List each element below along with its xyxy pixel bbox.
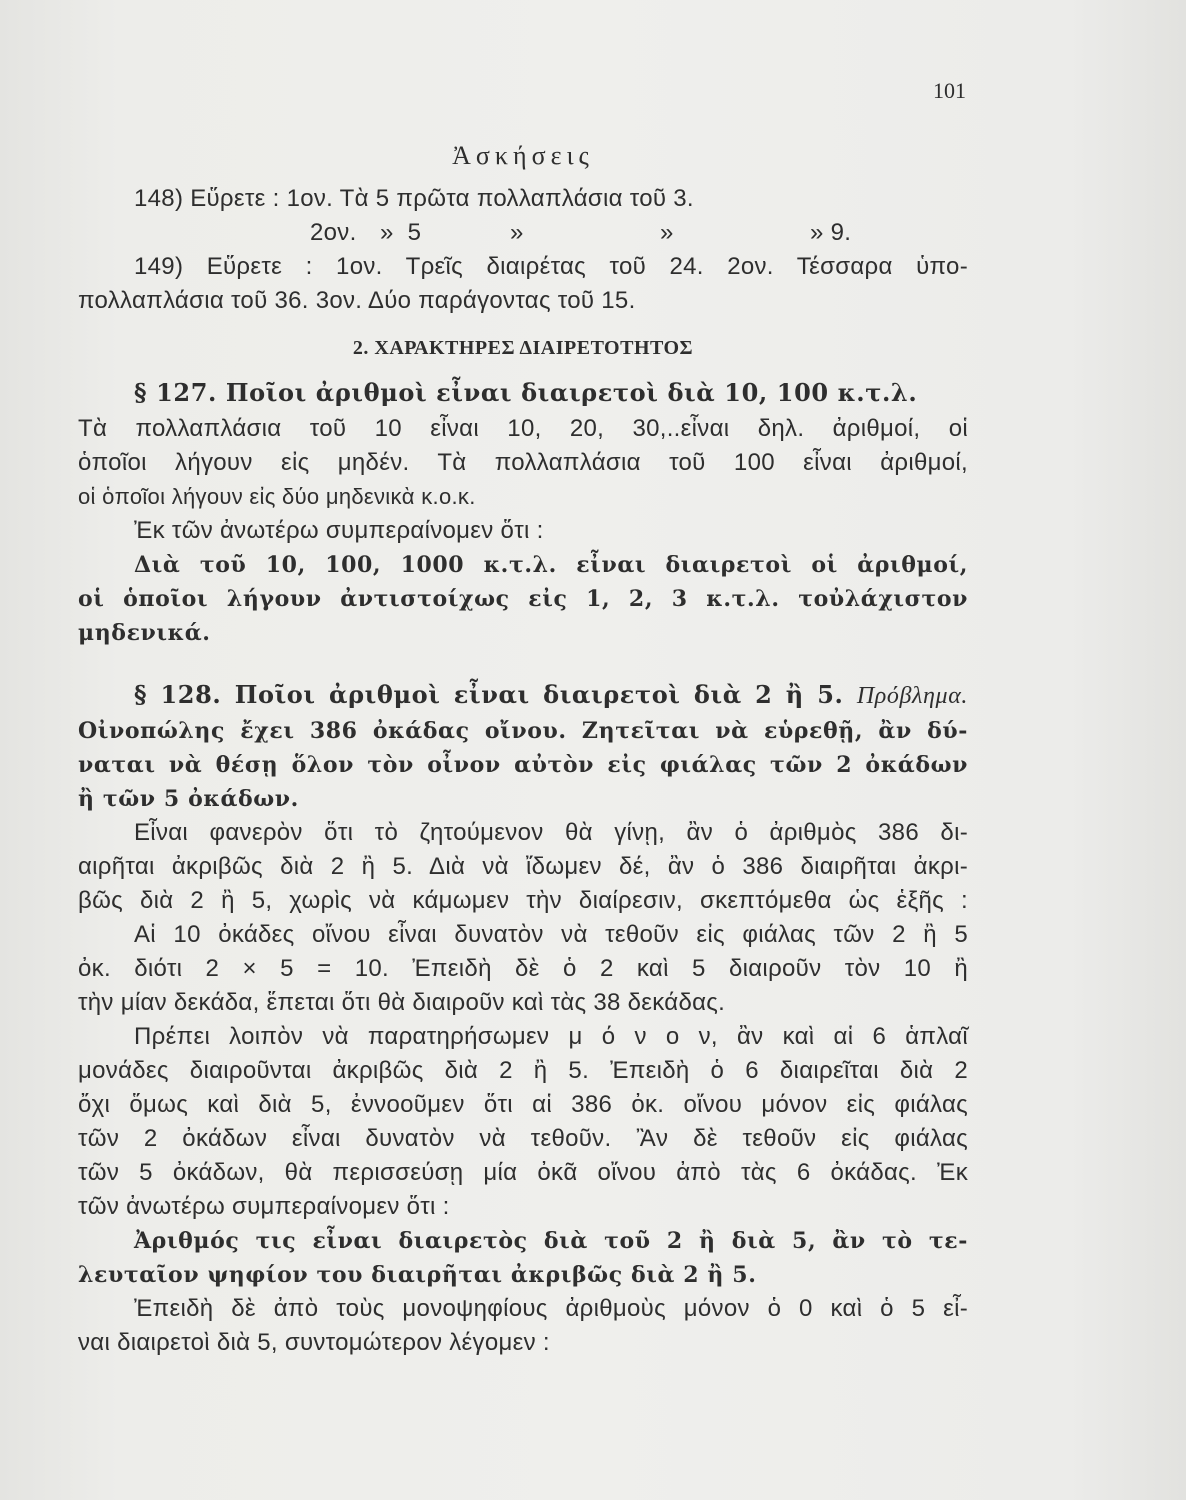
paragraph-128-heading: § 128. Ποῖοι ἀριθμοὶ εἶναι διαιρετοὶ διὰ 2 ἢ 5. Πρόβλημα. (134, 680, 968, 709)
p128-body3-line-3: ὄχι ὅμως καὶ διὰ 5, ἐννοοῦμεν ὅτι αἱ 386 ὀκ. οἴνου μόνον εἰς φιάλας (78, 1091, 968, 1118)
p128-body3-line-2: μονάδες διαιροῦνται ἀκριβῶς διὰ 2 ἢ 5. Ἐπειδὴ ὁ 6 διαιρεῖται διὰ 2 (78, 1057, 968, 1084)
p128-body1-line-2: αιρῆται ἀκριβῶς διὰ 2 ἢ 5. Διὰ νὰ ἴδωμεν δέ, ἂν ὁ 386 διαιρῆται ἀκρι- (78, 853, 968, 880)
ex148-ditto-1: » 5 (380, 219, 422, 246)
p128-body4-line-2: ναι διαιρετοὶ διὰ 5, συντομώτερον λέγομεν : (78, 1329, 550, 1356)
problem-label: Πρόβλημα. (856, 683, 968, 709)
paragraph-127-heading: § 127. Ποῖοι ἀριθμοὶ εἶναι διαιρετοὶ διὰ 10, 100 κ.τ.λ. (134, 378, 918, 407)
ex148-ditto-4: » 9. (810, 219, 852, 246)
p127-line-1: Τὰ πολλαπλάσια τοῦ 10 εἶναι 10, 20, 30,..εἶναι δηλ. ἀριθμοί, οἱ (78, 415, 968, 442)
exercise-149-line-2: πολλαπλάσια τοῦ 36. 3ον. Δύο παράγοντας τοῦ 15. (78, 287, 636, 314)
p128-body2-line-3: τὴν μίαν δεκάδα, ἕπεται ὅτι θὰ διαιροῦν καὶ τὰς 38 δεκάδας. (78, 989, 726, 1016)
p128-problem-line-3: ἢ τῶν 5 ὀκάδων. (78, 786, 299, 812)
exercise-148-line-2 (78, 216, 968, 250)
page-text (78, 130, 968, 1360)
p127-rule-line-3: μηδενικά. (78, 620, 211, 646)
p127-conclusion: Ἐκ τῶν ἀνωτέρω συμπεραίνομεν ὅτι : (134, 517, 544, 544)
p128-problem-line-1: Οἰνοπώλης ἔχει 386 ὀκάδας οἴνου. Ζητεῖται νὰ εὑρεθῇ, ἂν δύ- (78, 718, 968, 744)
p127-rule-line-1: Διὰ τοῦ 10, 100, 1000 κ.τ.λ. εἶναι διαιρετοὶ οἱ ἀριθμοί, (134, 552, 968, 578)
p127-line-2: ὁποῖοι λήγουν εἰς μηδέν. Τὰ πολλαπλάσια τοῦ 100 εἶναι ἀριθμοί, (78, 449, 968, 476)
p128-body1-line-3: βῶς διὰ 2 ἢ 5, χωρὶς νὰ κάμωμεν τὴν διαίρεσιν, σκεπτόμεθα ὡς ἑξῆς : (78, 887, 968, 914)
p128-body3-line-4: τῶν 2 ὀκάδων εἶναι δυνατὸν νὰ τεθοῦν. Ἂν δὲ τεθοῦν εἰς φιάλας (78, 1125, 968, 1152)
exercise-149-line-1: 149) Εὕρετε : 1ον. Τρεῖς διαιρέτας τοῦ 24. 2ον. Τέσσαρα ὑπο- (134, 253, 968, 280)
p127-rule-line-2: οἱ ὁποῖοι λήγουν ἀντιστοίχως εἰς 1, 2, 3 κ.τ.λ. τοὐλάχιστον (78, 586, 968, 612)
p128-body3-line-6: τῶν ἀνωτέρω συμπεραίνομεν ὅτι : (78, 1193, 450, 1220)
ex148-ditto-3: » (660, 219, 674, 246)
p128-body2-line-2: ὀκ. διότι 2 × 5 = 10. Ἐπειδὴ δὲ ὁ 2 καὶ 5 διαιροῦν τὸν 10 ἢ (78, 955, 968, 982)
p128-body4-line-1: Ἐπειδὴ δὲ ἀπὸ τοὺς μονοψηφίους ἀριθμοὺς μόνον ὁ 0 καὶ ὁ 5 εἶ- (134, 1295, 968, 1322)
p128-problem-line-2: ναται νὰ θέσῃ ὅλον τὸν οἶνον αὐτὸν εἰς φιάλας τῶν 2 ὀκάδων (78, 752, 968, 778)
exercises-title: Ἀσκήσεις (452, 141, 594, 170)
page-number: 101 (933, 78, 966, 103)
p128-body2-line-1: Αἱ 10 ὀκάδες οἴνου εἶναι δυνατὸν νὰ τεθοῦν εἰς φιάλας τῶν 2 ἢ 5 (134, 921, 968, 948)
section-title: 2. ΧΑΡΑΚΤΗΡΕΣ ΔΙΑΙΡΕΤΟΤΗΤΟΣ (352, 337, 694, 359)
p128-body3-line-5: τῶν 5 ὀκάδων, θὰ περισσεύσῃ μία ὀκᾶ οἴνου ἀπὸ τὰς 6 ὀκάδας. Ἐκ (78, 1159, 968, 1186)
ex148-ditto-2: » (510, 219, 524, 246)
p128-rule-line-2: λευταῖον ψηφίον του διαιρῆται ἀκριβῶς διὰ 2 ἢ 5. (78, 1262, 757, 1288)
p128-body3-line-1: Πρέπει λοιπὸν νὰ παρατηρήσωμεν μ ό ν ο ν, ἂν καὶ αἱ 6 ἁπλαῖ (134, 1023, 968, 1050)
exercise-148-line-1: 148) Εὕρετε : 1ον. Τὰ 5 πρῶτα πολλαπλάσια τοῦ 3. (134, 185, 694, 212)
p128-rule-line-1: Ἀριθμός τις εἶναι διαιρετὸς διὰ τοῦ 2 ἢ διὰ 5, ἂν τὸ τε- (134, 1228, 968, 1254)
p127-line-3: οἱ ὁποῖοι λήγουν εἰς δύο μηδενικὰ κ.ο.κ. (78, 484, 476, 509)
ex148-2on: 2ον. (310, 219, 357, 246)
p128-body1-line-1: Εἶναι φανερὸν ὅτι τὸ ζητούμενον θὰ γίνῃ, ἂν ὁ ἀριθμὸς 386 δι- (134, 819, 968, 846)
